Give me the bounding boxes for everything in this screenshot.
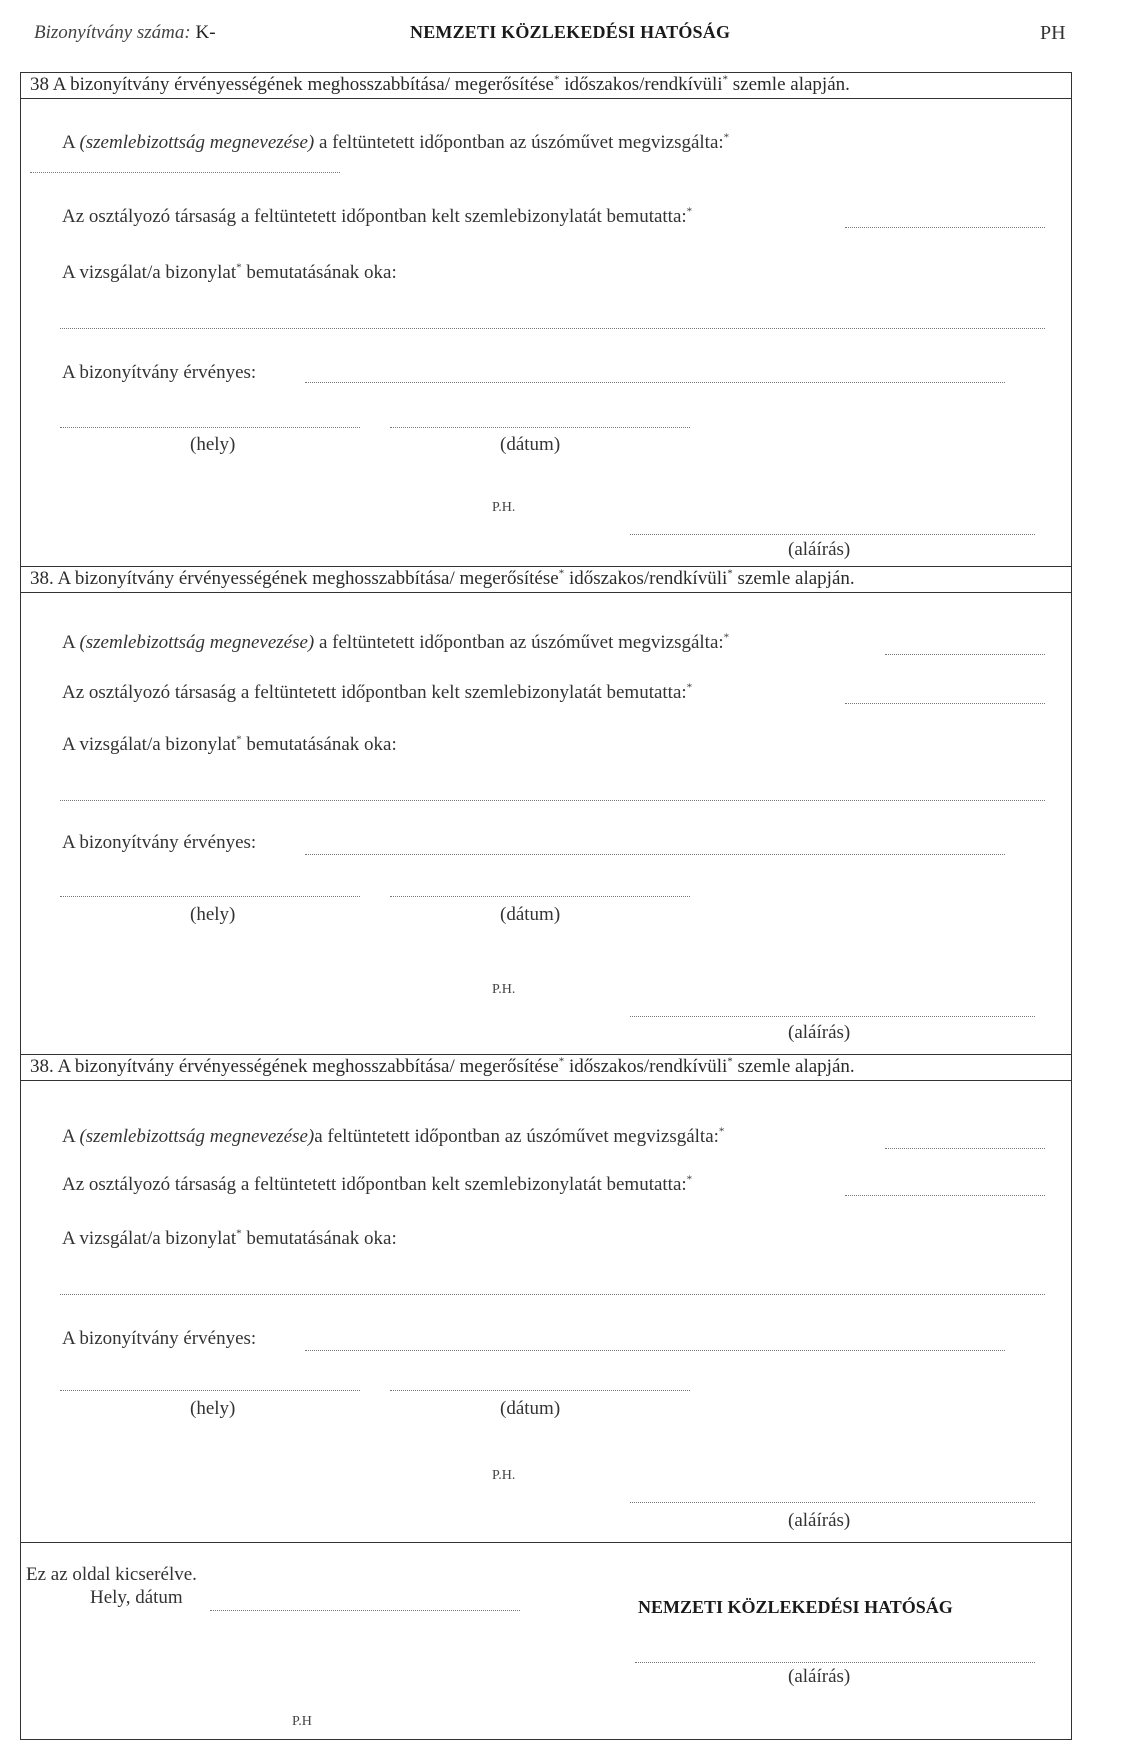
date-field[interactable] [390,1390,690,1391]
classification-field[interactable] [845,1195,1045,1196]
renewal-section-1 [20,72,1072,566]
inspection-committee-line: A (szemlebizottság megnevezése) a feltüntetett időpontban az úszóművet megvizsgálta:* [62,631,730,653]
footer-seal-mark: P.H [292,1714,312,1729]
place-date-label: Hely, dátum [90,1587,183,1608]
place-caption: (hely) [190,1398,236,1419]
seal-mark: P.H. [492,1468,516,1483]
date-caption: (dátum) [500,904,561,925]
classification-society-line: Az osztályozó társaság a feltüntetett időpontban kelt szemlebizonylatát bemutatta:* [62,1173,693,1195]
classification-society-line: Az osztályozó társaság a feltüntetett időpontban kelt szemlebizonylatát bemutatta:* [62,681,693,703]
certificate-number-value: K- [195,22,216,43]
date-field[interactable] [390,896,690,897]
certificate-number-label [34,22,216,44]
seal-mark: P.H. [492,982,516,997]
place-caption: (hely) [190,434,236,455]
place-field[interactable] [60,1390,360,1391]
inspection-committee-line: A (szemlebizottság megnevezése)a feltüntetett időpontban az úszóművet megvizsgálta:* [62,1125,725,1147]
section-title-band [20,1054,1072,1081]
section-title-band [20,72,1072,99]
date-caption: (dátum) [500,1398,561,1419]
footer-authority: NEMZETI KÖZLEKEDÉSI HATÓSÁG [638,1597,953,1617]
renewal-section-3 [20,1054,1072,1542]
authority-header: NEMZETI KÖZLEKEDÉSI HATÓSÁG [410,22,731,42]
signature-field[interactable] [630,534,1035,535]
footer-signature-caption: (aláírás) [788,1666,851,1687]
signature-caption: (aláírás) [788,539,851,560]
footer-signature-field[interactable] [635,1662,1035,1663]
valid-until-label: A bizonyítvány érvényes: [62,1328,257,1349]
signature-field[interactable] [630,1016,1035,1017]
stamp-mark: PH [1040,22,1066,44]
reason-label: A vizsgálat/a bizonylat* bemutatásának oka: [62,1227,397,1249]
reason-label: A vizsgálat/a bizonylat* bemutatásának oka: [62,261,397,283]
valid-until-field[interactable] [305,382,1005,383]
reason-label: A vizsgálat/a bizonylat* bemutatásának oka: [62,733,397,755]
classification-field[interactable] [845,227,1045,228]
section-title: 38. A bizonyítvány érvényességének meghosszabbítása/ megerősítése* időszakos/rendkívüli* szemle alapján. [30,1055,855,1077]
section-title: 38 A bizonyítvány érvényességének meghosszabbítása/ megerősítése* időszakos/rendkívüli* szemle alapján. [30,73,850,95]
signature-field[interactable] [630,1502,1035,1503]
valid-until-label: A bizonyítvány érvényes: [62,362,257,383]
place-date-field[interactable] [210,1610,520,1611]
place-field[interactable] [60,896,360,897]
inspection-committee-line: A (szemlebizottság megnevezése) a feltüntetett időpontban az úszóművet megvizsgálta:* [62,131,730,153]
valid-until-field[interactable] [305,1350,1005,1351]
classification-society-line: Az osztályozó társaság a feltüntetett időpontban kelt szemlebizonylatát bemutatta:* [62,205,693,227]
page-replacement-footer [20,1542,1072,1740]
signature-caption: (aláírás) [788,1022,851,1043]
place-field[interactable] [60,427,360,428]
reason-field[interactable] [60,800,1045,801]
section-title: 38. A bizonyítvány érvényességének meghosszabbítása/ megerősítése* időszakos/rendkívüli* szemle alapján. [30,567,855,589]
date-caption: (dátum) [500,434,561,455]
classification-field[interactable] [845,703,1045,704]
seal-mark: P.H. [492,500,516,515]
place-caption: (hely) [190,904,236,925]
reason-field[interactable] [60,328,1045,329]
date-field[interactable] [390,427,690,428]
committee-name-field[interactable] [885,1148,1045,1149]
signature-caption: (aláírás) [788,1510,851,1531]
committee-name-field[interactable] [885,654,1045,655]
section-title-band [20,566,1072,593]
valid-until-label: A bizonyítvány érvényes: [62,832,257,853]
renewal-section-2 [20,566,1072,1054]
committee-name-field[interactable] [30,172,340,173]
certificate-number-label-text: Bizonyítvány száma: [34,22,191,43]
page-replaced-text: Ez az oldal kicserélve. [26,1564,197,1585]
reason-field[interactable] [60,1294,1045,1295]
valid-until-field[interactable] [305,854,1005,855]
